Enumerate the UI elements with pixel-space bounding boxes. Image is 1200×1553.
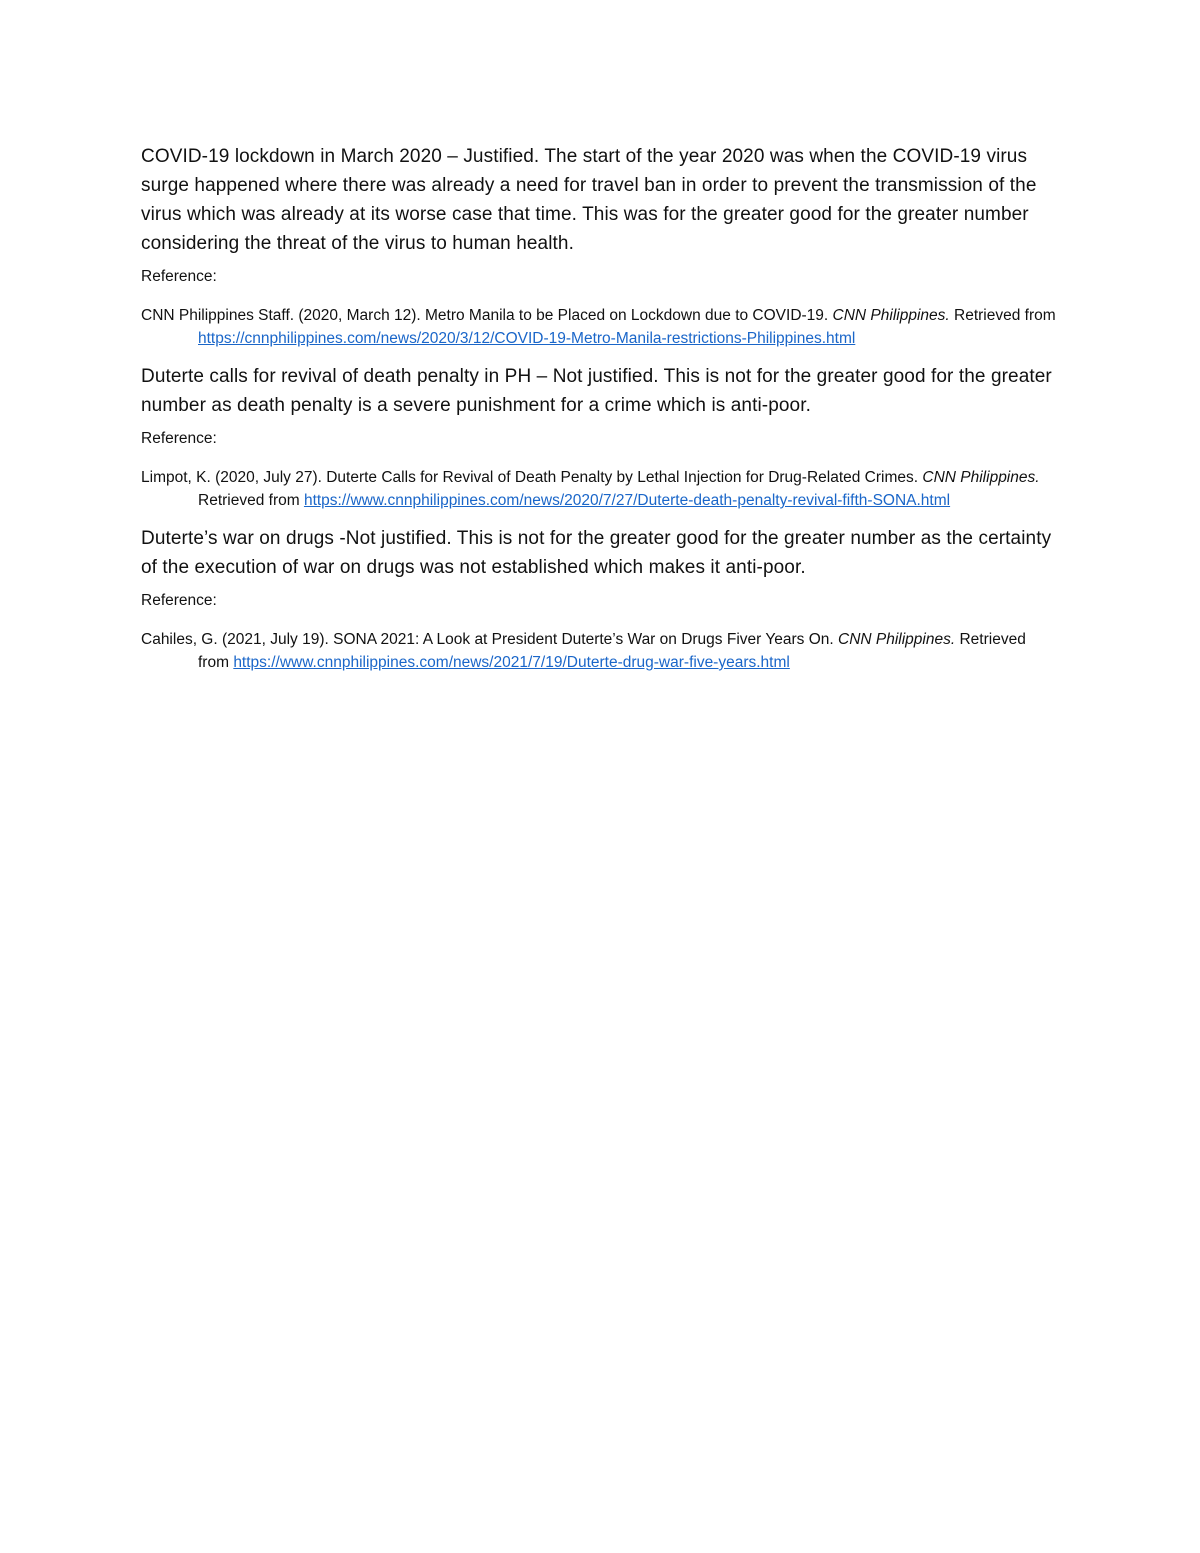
citation xyxy=(141,628,1061,674)
statement-paragraph: Duterte’s war on drugs -Not justified. This is not for the greater good for the greater number as the certainty of the execution of war on drugs was not established which makes it anti-poor. xyxy=(141,528,1052,578)
reference-label: Reference: xyxy=(141,268,217,285)
section-death-penalty xyxy=(141,362,1061,512)
citation-source: CNN Philippines. xyxy=(832,307,950,324)
citation-text: CNN Philippines Staff. (2020, March 12). Metro Manila to be Placed on Lockdown due to COVID-19. xyxy=(141,307,833,324)
statement-paragraph: COVID-19 lockdown in March 2020 – Justified. The start of the year 2020 was when the COVID-19 virus surge happened where there was already a need for travel ban in order to prevent the transmission of the virus which was already at its worse case that time. This was for the greater good for the greater number considering the threat of the virus to human health. xyxy=(141,146,1037,254)
citation-link[interactable]: https://cnnphilippines.com/news/2020/3/12/COVID-19-Metro-Manila-restrictions-Philippines.html xyxy=(198,330,856,347)
citation xyxy=(141,466,1061,512)
citation-text: Cahiles, G. (2021, July 19). SONA 2021: A Look at President Duterte’s War on Drugs Fiver Years On. xyxy=(141,631,838,648)
section-war-on-drugs xyxy=(141,524,1061,674)
reference-label: Reference: xyxy=(141,592,217,609)
citation-text: Limpot, K. (2020, July 27). Duterte Calls for Revival of Death Penalty by Lethal Injection for Drug-Related Crimes. xyxy=(141,469,923,486)
citation-link[interactable]: https://www.cnnphilippines.com/news/2021/7/19/Duterte-drug-war-five-years.html xyxy=(233,654,790,671)
statement-paragraph: Duterte calls for revival of death penalty in PH – Not justified. This is not for the greater good for the greater number as death penalty is a severe punishment for a crime which is anti-poor. xyxy=(141,366,1052,416)
citation-retrieved: Retrieved from xyxy=(198,631,1026,671)
citation-source: CNN Philippines. xyxy=(922,469,1040,486)
citation xyxy=(141,304,1061,350)
section-covid-lockdown xyxy=(141,142,1061,350)
citation-source: CNN Philippines. xyxy=(838,631,956,648)
citation-retrieved: Retrieved from xyxy=(949,307,1056,324)
citation-retrieved: Retrieved from xyxy=(198,492,304,509)
reference-label: Reference: xyxy=(141,430,217,447)
document-body xyxy=(141,142,1061,686)
citation-link[interactable]: https://www.cnnphilippines.com/news/2020/7/27/Duterte-death-penalty-revival-fifth-SONA.html xyxy=(303,492,951,509)
